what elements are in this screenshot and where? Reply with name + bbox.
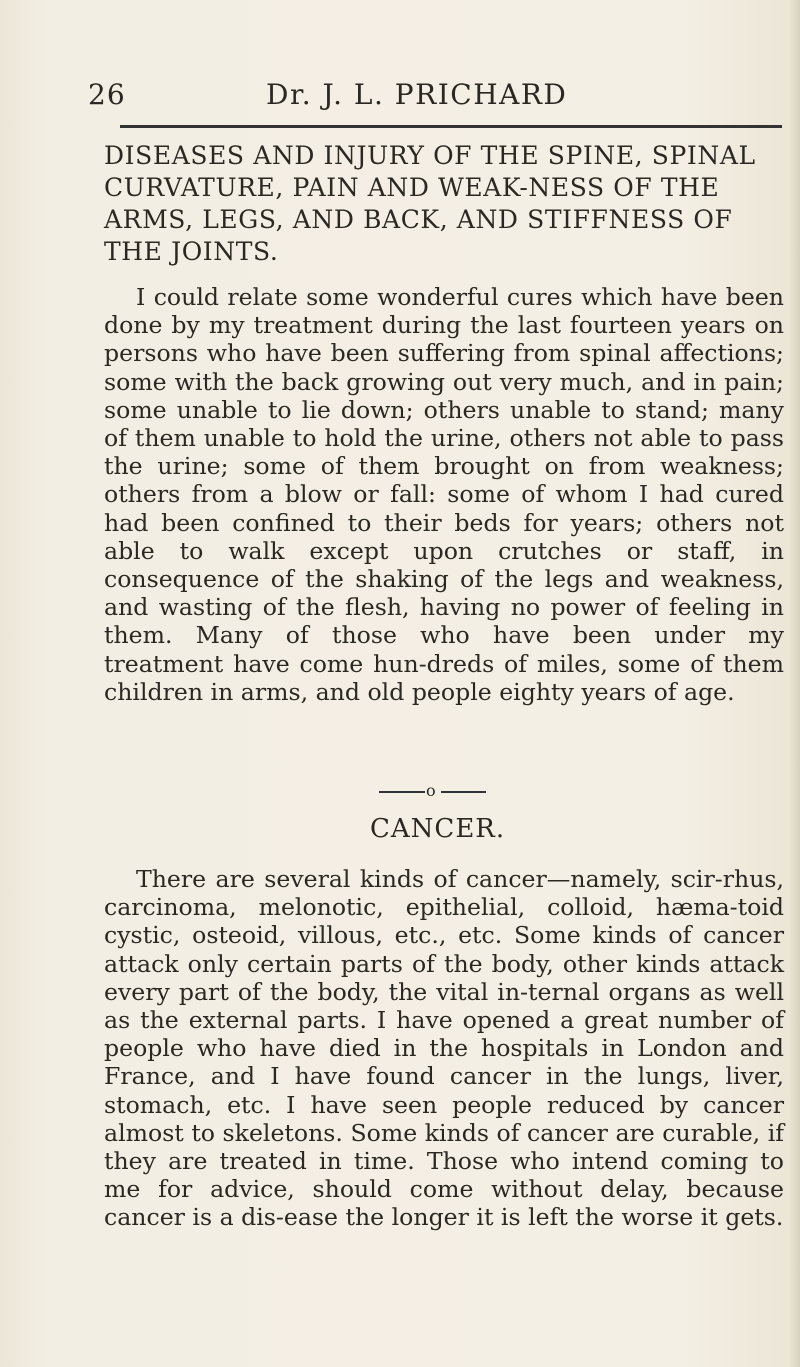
running-head: Dr. J. L. PRICHARD — [266, 78, 568, 111]
page-header — [88, 78, 783, 118]
paragraph-cancer: There are several kinds of cancer—namely, scir-rhus, carcinoma, melonotic, epithelial, colloid, hæma-toid cystic, osteoid, villous, etc., etc. Some kinds of cancer attack only certain parts of the body, other kinds attack every part of the body, the vital in-ternal organs as well as the external parts. I have opened a great number of people who have died in the hospitals in London and France, and I have found cancer in the lungs, liver, stomach, etc. I have seen people reduced by cancer almost to skeletons. Some kinds of cancer are curable, if they are treated in time. Those who intend coming to me for advice, should come without delay, because cancer is a dis-ease the longer it is left the worse it gets. — [104, 865, 784, 1232]
separator-ornament: o — [426, 781, 436, 800]
separator-left — [379, 781, 425, 782]
paragraph-spine: I could relate some wonderful cures which have been done by my treatment during the last fourteen years on persons who have been suffering from spinal affections; some with the back growing out very much, and in pain; some unable to lie down; others unable to stand; many of them unable to hold the urine, others not able to pass the urine; some of them brought on from weakness; others from a blow or fall: some of whom I had cured had been confined to their beds for years; others not able to walk except upon crutches or staff, in consequence of the shaking of the legs and weakness, and wasting of the flesh, having no power of feeling in them. Many of those who have been under my treatment have come hun-dreds of miles, some of them children in arms, and old people eighty years of age. — [104, 283, 784, 706]
section-title-cancer: CANCER. — [370, 814, 506, 844]
separator-right — [441, 791, 486, 793]
header-rule — [120, 125, 782, 128]
section-title-spine: DISEASES AND INJURY OF THE SPINE, SPINAL CURVATURE, PAIN AND WEAK-NESS OF THE ARMS, LEGS, AND BACK, AND STIFFNESS OF THE JOINTS. — [104, 141, 756, 266]
page-number: 26 — [88, 78, 126, 111]
page-edge-shadow — [790, 0, 800, 1367]
